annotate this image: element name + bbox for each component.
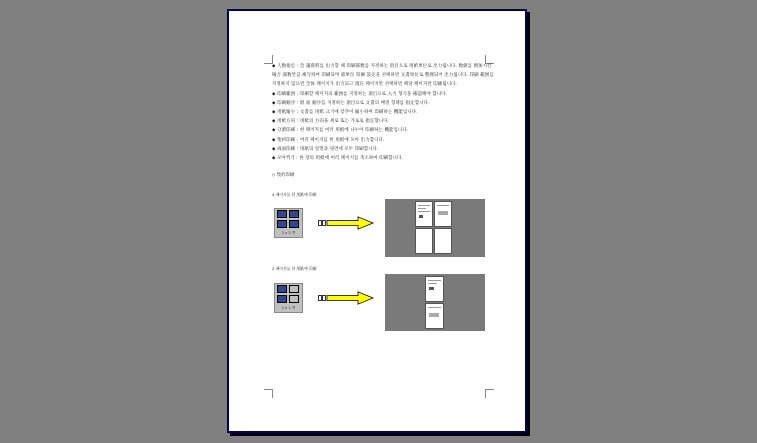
paragraph: ◆ 用紙方向 : 用紙의 方向을 세로 또는 가로로 指定합니다. (272, 119, 390, 125)
paragraph: ◆ 印刷順序 : 紙 面 順序를 지정하는 項目으로 文書의 배열 형태를 指定합니다. (272, 100, 430, 106)
paragraph: ◆ 分割印刷 : 한 페이지를 여러 用紙에 나누어 印刷하는 機能입니다. (272, 128, 409, 134)
four-up-print-preview (385, 199, 485, 257)
paragraph: ◆ 모아찍기 : 한 장의 用紙에 여러 페이지를 축소하여 印刷합니다. (272, 156, 403, 162)
paragraph: ◆ 用紙縮小 : 文書를 用紙 크기에 맞추어 縮小하여 印刷하는 機能입니다. (272, 110, 418, 116)
two-up-print-preview (385, 274, 485, 331)
right-arrow-icon (318, 291, 374, 305)
button-caption: 2 x 1 쪽 (281, 306, 296, 310)
section-heading: ◇ 集約印刷 (272, 173, 295, 178)
example-label: 2 페이지를 한 用紙에 印刷 (272, 266, 317, 271)
paragraph: ◆ 両面印刷 : 用紙의 앞면과 뒷면에 모두 印刷합니다. (272, 146, 379, 152)
four-up-layout-icon (274, 208, 303, 238)
paragraph: ◆ 印刷範囲 : 印刷할 페이지의 範囲를 지정하는 項目으로 入力 형식을 確認해야 합니다. (272, 91, 448, 97)
margin-corner-bottom-left (264, 389, 273, 398)
right-arrow-icon (318, 216, 374, 230)
two-up-layout-icon (274, 283, 303, 313)
document-page (227, 9, 527, 433)
margin-corner-bottom-right (485, 389, 494, 398)
page-body-text (272, 62, 497, 163)
button-caption: 2 x 2 쪽 (281, 231, 296, 235)
example-label: 4 페이지를 한 用紙에 印刷 (272, 192, 317, 197)
paragraph: ◆ 人数指定 : 会 議資料를 出力할 때 印刷部数를 지정하는 項目으로 用紙単位로 出力됩니다. 数値를 増加시킨 場合 部数만큼 複写하여 印刷되며 部単位 印刷 設定을 선택하면 文書単位로 整理되어 出力됩니다. 印刷 範囲를 지정하지 않으면 全体 페이지가 出力되고 現在 페이지만 선택하면 해당 페이지만 印刷됩니다. (272, 64, 494, 88)
paragraph: ◆ 集約印刷 : 여러 페이지를 한 用紙에 모아 出力합니다. (272, 137, 385, 143)
